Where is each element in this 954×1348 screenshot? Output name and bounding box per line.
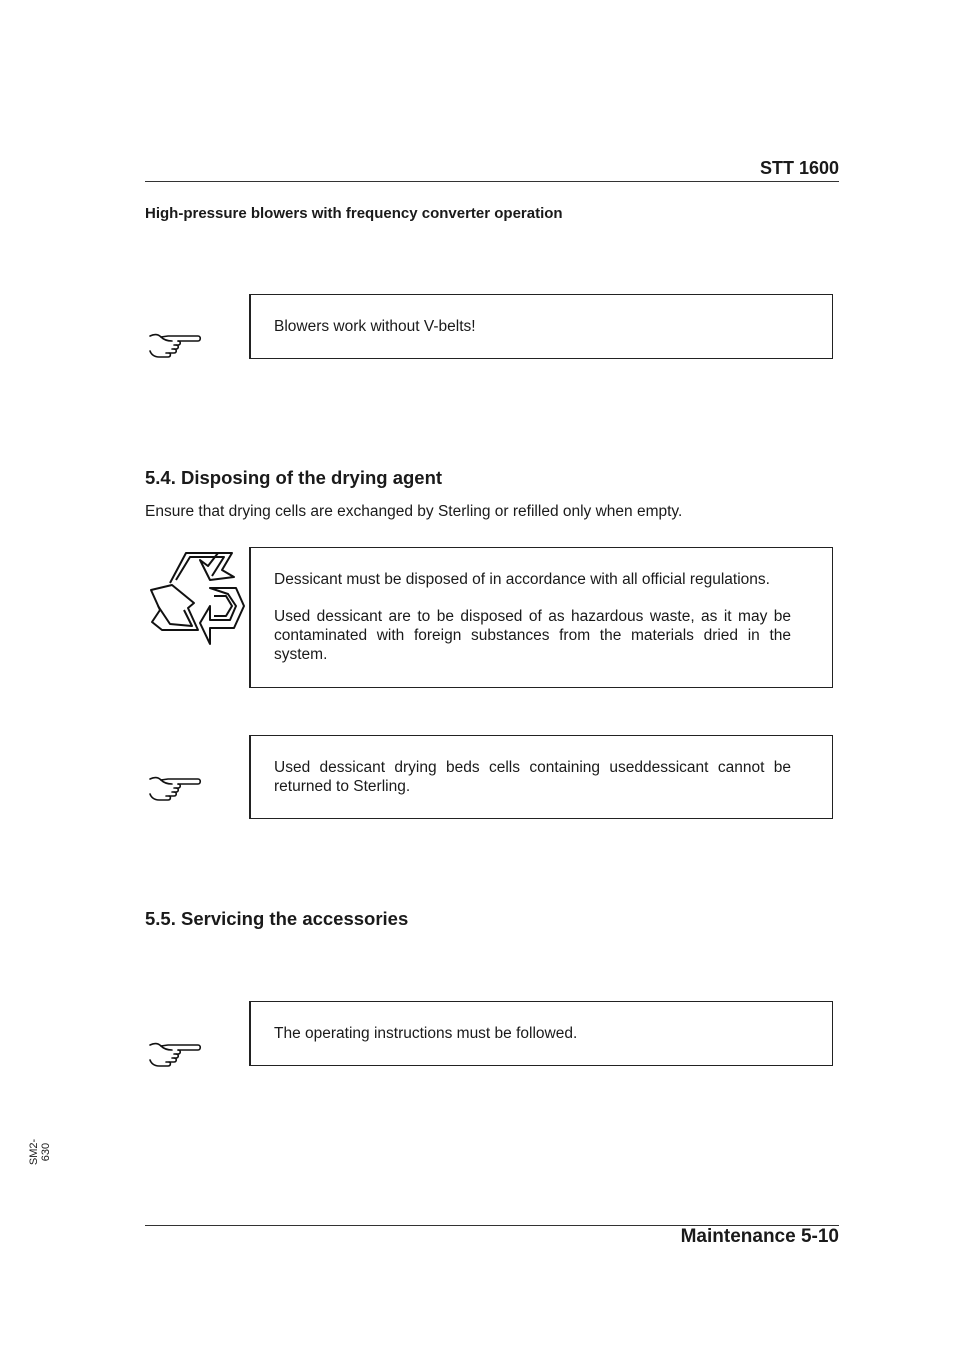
pointing-hand-icon	[148, 1039, 202, 1069]
note-box-blowers	[249, 294, 833, 359]
recycle-icon	[148, 550, 246, 648]
note-box-return	[249, 735, 833, 819]
footer-page-label: Maintenance 5-10	[680, 1226, 839, 1247]
document-title: STT 1600	[759, 158, 839, 178]
section-subheading: High-pressure blowers with frequency converter operation	[145, 205, 563, 222]
pointing-hand-icon	[148, 330, 202, 360]
note-text-regulations: Dessicant must be disposed of in accordance with all official regulations.	[274, 571, 770, 588]
section-heading-5-5: 5.5. Servicing the accessories	[145, 908, 409, 929]
note-text: Used dessicant drying beds cells containing useddessicant cannot be returned to Sterling.	[274, 759, 791, 795]
document-code: SM2-630	[28, 1138, 52, 1166]
note-box-operating	[249, 1001, 833, 1066]
note-text: Blowers work without V-belts!	[274, 318, 476, 335]
note-text: The operating instructions must be followed.	[274, 1025, 578, 1042]
section-heading-5-4: 5.4. Disposing of the drying agent	[145, 467, 443, 488]
pointing-hand-icon	[148, 773, 202, 803]
section-body-5-4: Ensure that drying cells are exchanged by Sterling or refilled only when empty.	[145, 503, 683, 520]
note-text-hazardous: Used dessicant are to be disposed of as hazardous waste, as it may be contaminated with foreign substances from the materials dried in the system.	[274, 608, 791, 663]
note-box-disposal	[249, 547, 833, 688]
header-rule	[145, 181, 839, 182]
